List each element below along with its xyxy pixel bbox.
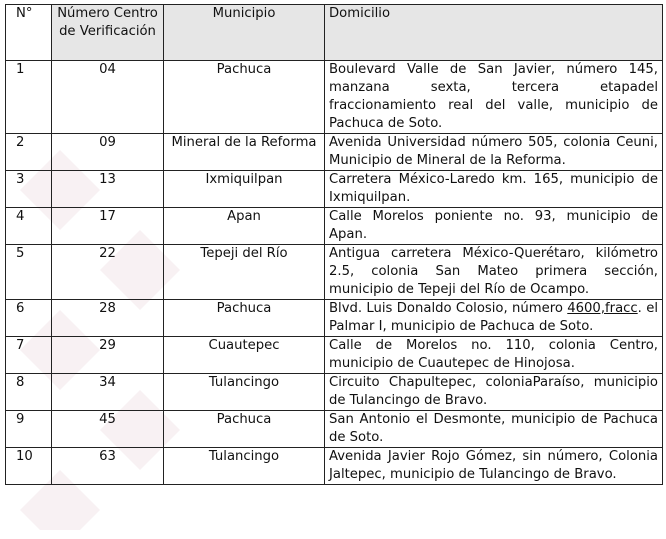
row-municipio: Pachuca xyxy=(164,411,325,448)
table-row xyxy=(6,448,663,485)
row-number: 2 xyxy=(6,134,52,171)
row-domicilio: Carretera México-Laredo km. 165, municipio de Ixmiquilpan. xyxy=(325,171,663,208)
row-center-number: 34 xyxy=(52,374,164,411)
row-municipio: Ixmiquilpan xyxy=(164,171,325,208)
row-center-number: 17 xyxy=(52,208,164,245)
row-center-number: 29 xyxy=(52,337,164,374)
table-row xyxy=(6,337,663,374)
row-center-number: 45 xyxy=(52,411,164,448)
row-domicilio: Circuito Chapultepec, coloniaParaíso, municipio de Tulancingo de Bravo. xyxy=(325,374,663,411)
table-row xyxy=(6,134,663,171)
row-number: 5 xyxy=(6,245,52,300)
row-center-number: 13 xyxy=(52,171,164,208)
header-num: N° xyxy=(6,5,52,61)
row-number: 3 xyxy=(6,171,52,208)
row-municipio: Pachuca xyxy=(164,61,325,134)
row-municipio: Tepeji del Río xyxy=(164,245,325,300)
table-row xyxy=(6,245,663,300)
row-municipio: Tulancingo xyxy=(164,448,325,485)
row-number: 6 xyxy=(6,300,52,337)
domicilio-part: . el Palmar I, municipio de Pachuca de Soto. xyxy=(329,301,658,334)
row-number: 1 xyxy=(6,61,52,134)
row-municipio: Pachuca xyxy=(164,300,325,337)
row-center-number: 04 xyxy=(52,61,164,134)
table-row xyxy=(6,411,663,448)
table-row xyxy=(6,171,663,208)
row-domicilio: Calle Morelos poniente no. 93, municipio de Apan. xyxy=(325,208,663,245)
row-number: 7 xyxy=(6,337,52,374)
row-domicilio: San Antonio el Desmonte, municipio de Pachuca de Soto. xyxy=(325,411,663,448)
row-center-number: 63 xyxy=(52,448,164,485)
table-row xyxy=(6,374,663,411)
row-number: 4 xyxy=(6,208,52,245)
header-domicilio: Domicilio xyxy=(325,5,663,61)
table-row xyxy=(6,300,663,337)
row-domicilio xyxy=(325,300,663,337)
table-row xyxy=(6,208,663,245)
table-row xyxy=(6,61,663,134)
row-number: 8 xyxy=(6,374,52,411)
row-municipio: Apan xyxy=(164,208,325,245)
table-header-row xyxy=(6,5,663,61)
row-municipio: Cuautepec xyxy=(164,337,325,374)
domicilio-part: Blvd. Luis Donaldo Colosio, número xyxy=(329,301,568,316)
header-verification-center: Número Centro de Verificación xyxy=(52,5,164,61)
row-number: 9 xyxy=(6,411,52,448)
row-domicilio: Antigua carretera México-Querétaro, kilómetro 2.5, colonia San Mateo primera sección, municipio de Tepeji del Río de Ocampo. xyxy=(325,245,663,300)
verification-centers-table xyxy=(5,4,663,485)
row-domicilio: Avenida Universidad número 505, colonia Ceuni, Municipio de Mineral de la Reforma. xyxy=(325,134,663,171)
row-domicilio: Avenida Javier Rojo Gómez, sin número, Colonia Jaltepec, municipio de Tulancingo de Bravo. xyxy=(325,448,663,485)
row-center-number: 09 xyxy=(52,134,164,171)
domicilio-underlined-part: 4600,fracc xyxy=(567,301,638,316)
row-municipio: Tulancingo xyxy=(164,374,325,411)
row-domicilio: Calle de Morelos no. 110, colonia Centro, municipio de Cuautepec de Hinojosa. xyxy=(325,337,663,374)
row-municipio: Mineral de la Reforma xyxy=(164,134,325,171)
row-number: 10 xyxy=(6,448,52,485)
row-domicilio: Boulevard Valle de San Javier, número 145, manzana sexta, tercera etapadel fraccionamiento real del valle, municipio de Pachuca de Soto. xyxy=(325,61,663,134)
row-center-number: 28 xyxy=(52,300,164,337)
header-municipio: Municipio xyxy=(164,5,325,61)
row-center-number: 22 xyxy=(52,245,164,300)
